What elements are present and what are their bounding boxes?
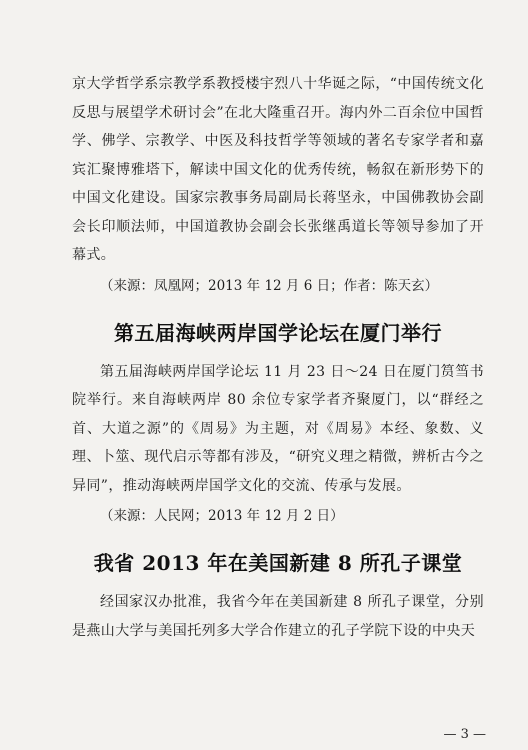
section1-paragraph: 京大学哲学系宗教学系教授楼宇烈八十华诞之际，“中国传统文化反思与展望学术研讨会”在北大隆重召开。海内外二百余位中国哲学、佛学、宗教学、中医及科技哲学等领域的著名专家学者和嘉宾汇聚博雅塔下，解读中国文化的优秀传统，畅叙在新形势下的中国文化建设。国家宗教事务局副局长蒋坚永，中国佛教协会副会长印顺法师，中国道教协会副会长张继禹道长等领导参加了开幕式。 — [72, 76, 484, 263]
section3-paragraph: 经国家汉办批准，我省今年在美国新建 8 所孔子课堂，分别是燕山大学与美国托列多大学合作建立的孔子学院下设的中央天 — [72, 594, 484, 639]
section2-source: （来源：人民网；2013 年 12 月 2 日） — [100, 508, 344, 524]
section1-source: （来源：凤凰网；2013 年 12 月 6 日；作者：陈天玄） — [100, 277, 439, 294]
section2-paragraph: 第五届海峡两岸国学论坛 11 月 23 日～24 日在厦门筼筜书院举行。来自海峡两岸 80 余位专家学者齐聚厦门，以“群经之首、大道之源”的《周易》为主题，对《周易》本经、象数、义理、卜筮、现代启示等都有涉及，“研究义理之精微，辨析古今之异同”，推动海峡两岸国学文化的交流、传承与发展。 — [72, 363, 484, 494]
section3-title: 我省 2013 年在美国新建 8 所孔子课堂 — [93, 551, 463, 575]
section2-title: 第五届海峡两岸国学论坛在厦门举行 — [114, 320, 442, 345]
page-number: — 3 — — [443, 727, 486, 742]
